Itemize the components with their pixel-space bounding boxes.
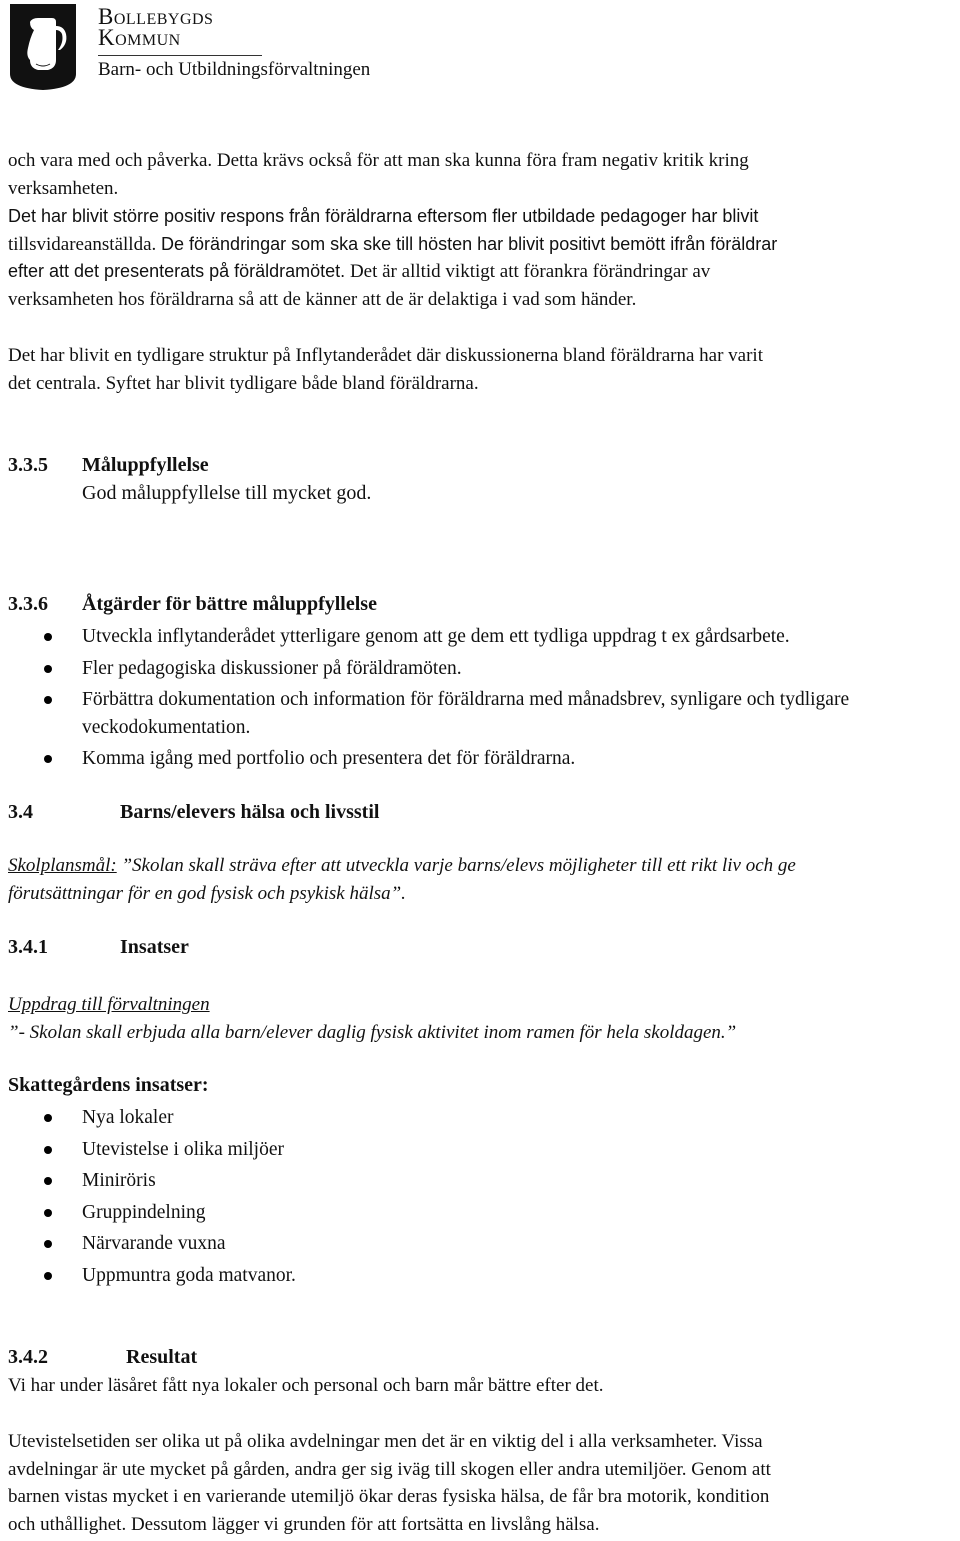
org-name-line1: Bollebygds <box>98 4 214 29</box>
assignment-block <box>8 991 953 1046</box>
list-item: Utveckla inflytanderådet ytterligare genom att ge dem ett tydliga uppdrag t ex gårdsarbete. <box>0 623 950 651</box>
section-heading: Åtgärder för bättre måluppfyllelse <box>82 593 377 615</box>
section-number: 3.4.2 <box>8 1346 48 1368</box>
assignment-text: ”- Skolan skall erbjuda alla barn/elever daglig fysisk aktivitet inom ramen för hela skoldagen.” <box>8 1021 737 1043</box>
department-name: Barn- och Utbildningsförvaltningen <box>98 59 371 80</box>
list-item: Nya lokaler <box>0 1104 950 1132</box>
list-item: Uppmuntra goda matvanor. <box>0 1262 950 1290</box>
paragraph-final <box>8 1428 953 1538</box>
section-heading: Insatser <box>120 936 189 958</box>
list-item: Gruppindelning <box>0 1199 950 1227</box>
school-plan-label: Skolplansmål: <box>8 855 117 876</box>
list-item: Närvarande vuxna <box>0 1230 950 1258</box>
paragraph-2-segment: Det är alltid viktigt att förankra förändringar av <box>349 261 711 282</box>
list-item: Förbättra dokumentation och information för föräldrarna med månadsbrev, synligare och tydligare veckodokumentation. <box>0 686 950 741</box>
list-item: Komma igång med portfolio och presentera det för föräldrarna. <box>0 745 950 773</box>
measures-list <box>0 623 950 777</box>
school-plan-line <box>8 852 953 880</box>
letterhead-divider <box>98 55 262 56</box>
paragraph-2-line <box>8 231 953 259</box>
paragraph-2-line: verksamheten hos föräldrarna så att de känner att de är delaktiga i vad som händer. <box>8 288 637 310</box>
paragraph-3-line: det centrala. Syftet har blivit tydligare både bland föräldrarna. <box>8 372 479 394</box>
list-item: Miniröris <box>0 1167 950 1195</box>
assignment-label: Uppdrag till förvaltningen <box>8 994 210 1015</box>
results-text: Vi har under läsåret fått nya lokaler och personal och barn mår bättre efter det. <box>8 1375 604 1396</box>
school-plan-line: förutsättningar för en god fysisk och psykisk hälsa”. <box>8 882 406 904</box>
paragraph-1-line: verksamheten. <box>8 177 119 199</box>
paragraph-2-segment: De förändringar som ska ske till hösten har blivit positivt bemött ifrån föräldrar <box>161 233 778 254</box>
efforts-heading: Skattegårdens insatser: <box>8 1074 209 1096</box>
paragraph-final-line: och uthållighet. Dessutom lägger vi grunden för att fortsätta en livslång hälsa. <box>8 1513 600 1535</box>
paragraph-2-segment: tillsvidareanställda. <box>8 233 157 255</box>
paragraph-2-segment: efter att det presenterats på föräldramötet. <box>8 261 346 281</box>
paragraph-3 <box>8 342 953 397</box>
org-name-line2: Kommun <box>98 25 181 50</box>
organization-name <box>98 6 213 48</box>
paragraph-final-line: avdelningar är ute mycket på gården, andra ger sig iväg till skogen eller andra utemiljöer. Genom att <box>8 1458 771 1480</box>
section-number: 3.3.6 <box>8 593 48 615</box>
paragraph-final-line: barnen vistas mycket i en varierande utemiljö ökar deras fysiska hälsa, de får bra motorik, kondition <box>8 1486 770 1507</box>
paragraph-2-line <box>8 258 953 286</box>
paragraph-2-line: Det har blivit större positiv respons från föräldrarna eftersom fler utbildade pedagoger har blivit <box>8 206 759 226</box>
paragraph-1 <box>8 147 953 202</box>
section-text: God måluppfyllelse till mycket god. <box>82 482 372 504</box>
paragraph-3-line: Det har blivit en tydligare struktur på Inflytanderådet där diskussionerna bland föräldrarna har varit <box>8 345 763 366</box>
section-heading: Måluppfyllelse <box>82 454 209 476</box>
section-number: 3.4 <box>8 801 33 823</box>
paragraph-2 <box>8 203 953 313</box>
section-heading: Barns/elevers hälsa och livsstil <box>120 801 380 823</box>
school-plan-text: ”Skolan skall sträva efter att utveckla varje barns/elevs möjligheter till ett rikt liv och ge <box>116 855 796 876</box>
section-number: 3.4.1 <box>8 936 48 958</box>
paragraph-1-line: och vara med och påverka. Detta krävs också för att man ska kunna föra fram negativ kritik kring <box>8 150 749 171</box>
section-heading: Resultat <box>126 1346 198 1368</box>
list-item: Fler pedagogiska diskussioner på föräldramöten. <box>0 655 950 683</box>
school-plan-goal <box>8 852 953 907</box>
list-item: Utevistelse i olika miljöer <box>0 1136 950 1164</box>
section-number: 3.3.5 <box>8 454 48 476</box>
paragraph-final-line: Utevistelsetiden ser olika ut på olika avdelningar men det är en viktig del i alla verksamheter. Vissa <box>8 1431 763 1452</box>
efforts-list <box>0 1104 950 1293</box>
letterhead <box>8 4 428 94</box>
municipal-emblem-logo <box>8 4 78 90</box>
